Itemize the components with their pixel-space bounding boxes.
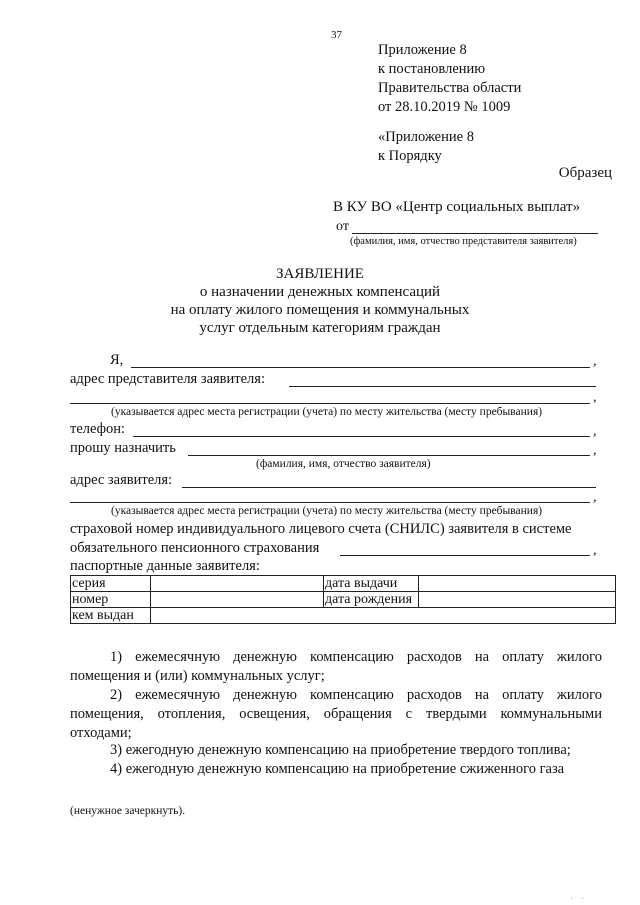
passport-number-field[interactable]	[151, 592, 324, 608]
birth-date-label: дата рождения	[324, 592, 419, 608]
snils-label: страховой номер индивидуального лицевого счета (СНИЛС) заявителя в системе	[70, 521, 572, 537]
birth-date-field[interactable]	[419, 592, 616, 608]
table-row	[71, 592, 616, 608]
passport-number-label: номер	[71, 592, 151, 608]
issued-by-field[interactable]	[151, 608, 616, 624]
comma: ,	[593, 490, 597, 505]
header-line: Правительства области	[378, 80, 522, 96]
header-line: к постановлению	[378, 61, 486, 77]
applicant-fio-field[interactable]	[188, 455, 590, 456]
addressee-from-hint: (фамилия, имя, отчество представителя заявителя)	[350, 236, 577, 247]
addressee-from-label: от	[336, 219, 349, 234]
header-line: Приложение 8	[378, 42, 467, 58]
table-row	[71, 608, 616, 624]
rep-address-hint: (указывается адрес места регистрации (учета) по месту жительства (месту пребывания)	[111, 406, 543, 418]
sample-label: Образец	[558, 165, 612, 181]
applicant-name-field[interactable]	[131, 367, 590, 368]
compensation-option-3: 3) ежегодную денежную компенсацию на приобретение твердого топлива;	[110, 742, 571, 758]
comma: ,	[593, 543, 597, 558]
document-subtitle: о назначении денежных компенсаций	[199, 284, 441, 300]
appendix-header	[378, 41, 521, 117]
issued-by-label: кем выдан	[71, 608, 151, 624]
passport-table	[70, 575, 616, 624]
addressee-to: В КУ ВО «Центр социальных выплат»	[333, 199, 581, 215]
passport-label: паспортные данные заявителя:	[70, 558, 260, 574]
rep-address-label: адрес представителя заявителя:	[70, 371, 265, 387]
compensation-option-2: 2) ежемесячную денежную компенсацию расходов на оплату жилого помещения, отопления, освещения, обращения с твердыми коммунальными отходами;	[70, 687, 602, 741]
rep-address-field-2[interactable]	[70, 403, 590, 404]
passport-series-label: серия	[71, 576, 151, 592]
snils-field[interactable]	[340, 555, 590, 556]
table-row	[71, 576, 616, 592]
header-line: от 28.10.2019 № 1009	[378, 99, 511, 115]
document-title: ЗАЯВЛЕНИЕ	[276, 266, 364, 282]
rep-address-field[interactable]	[289, 386, 596, 387]
passport-series-field[interactable]	[151, 576, 324, 592]
compensation-option-4: 4) ежегодную денежную компенсацию на приобретение сжиженного газа	[110, 761, 565, 777]
comma: ,	[593, 443, 597, 458]
applicant-address-hint: (указывается адрес места регистрации (учета) по месту жительства (месту пребывания)	[111, 505, 543, 517]
header-line: к Порядку	[378, 148, 442, 164]
passport-issue-date-label: дата выдачи	[324, 576, 419, 592]
applicant-address-label: адрес заявителя:	[70, 472, 173, 488]
footnote: (ненужное зачеркнуть).	[70, 805, 186, 817]
request-label: прошу назначить	[70, 440, 176, 456]
comma: ,	[593, 390, 597, 405]
appendix-header-2	[378, 128, 474, 166]
phone-label: телефон:	[70, 421, 126, 437]
header-line: «Приложение 8	[378, 129, 474, 145]
phone-field[interactable]	[133, 436, 590, 437]
comma: ,	[593, 424, 597, 439]
compensation-option-1: 1) ежемесячную денежную компенсацию расходов на оплату жилого помещения и (или) коммунальных услуг;	[70, 649, 602, 684]
scan-artifact: · ·	[570, 893, 588, 903]
addressee-from-field[interactable]	[352, 233, 598, 234]
comma: ,	[593, 354, 597, 369]
document-subtitle: на оплату жилого помещения и коммунальных	[170, 302, 470, 318]
page-number: 37	[331, 29, 342, 41]
request-hint: (фамилия, имя, отчество заявителя)	[256, 458, 431, 470]
snils-label-2: обязательного пенсионного страхования	[70, 540, 320, 556]
passport-issue-date-field[interactable]	[419, 576, 616, 592]
applicant-address-field[interactable]	[182, 487, 596, 488]
applicant-address-field-2[interactable]	[70, 502, 590, 503]
i-label: Я,	[110, 352, 124, 368]
document-subtitle: услуг отдельным категориям граждан	[199, 320, 441, 336]
